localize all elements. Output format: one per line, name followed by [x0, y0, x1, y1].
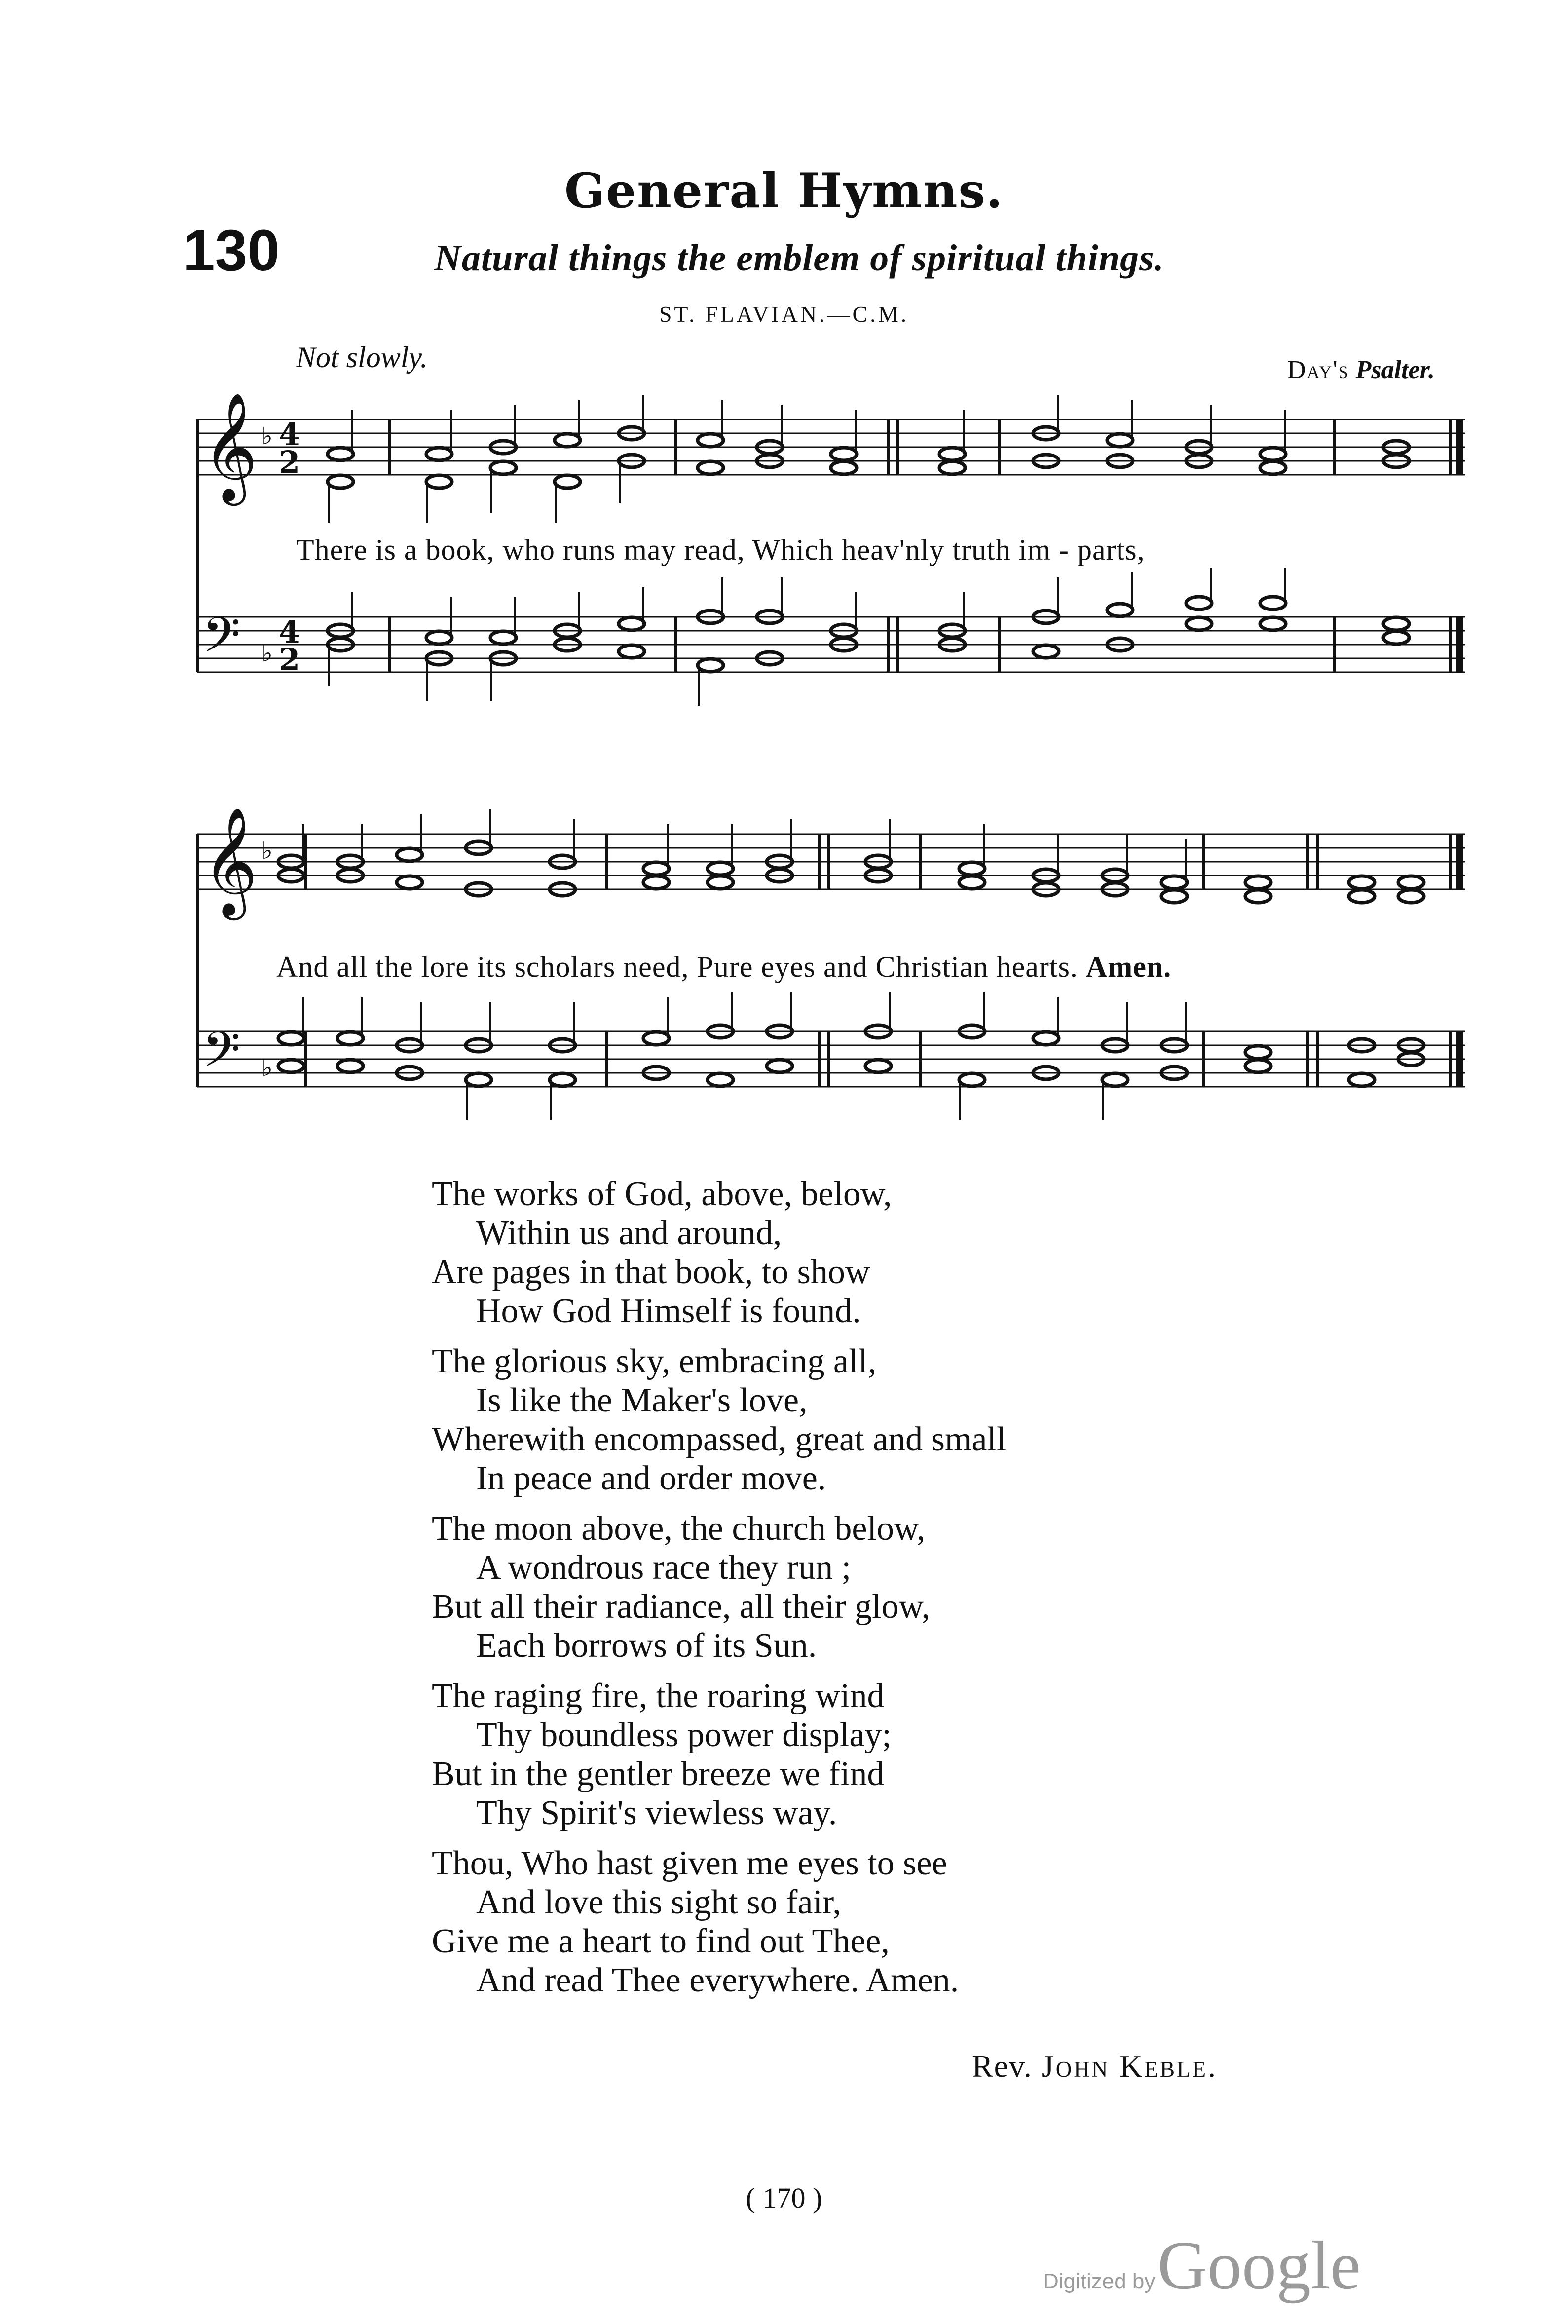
verse-line: The moon above, the church below,	[432, 1510, 926, 1548]
hymn-verses	[432, 1175, 1006, 2011]
verse-line: Give me a heart to find out Thee,	[432, 1922, 890, 1960]
verse-line: Within us and around,	[476, 1214, 782, 1252]
stanza-6	[432, 1844, 1006, 2000]
source-prefix: Day's	[1287, 356, 1349, 384]
svg-text:𝄞: 𝄞	[202, 806, 258, 915]
verse-line: Each borrows of its Sun.	[476, 1627, 817, 1665]
verse-line: The glorious sky, embracing all,	[432, 1342, 877, 1380]
hymn-number: 130	[183, 218, 280, 283]
stanza-5	[432, 1676, 1006, 1832]
svg-text:4: 4	[279, 614, 300, 650]
author-prefix: Rev.	[971, 2049, 1033, 2084]
verse-line: In peace and order move.	[476, 1459, 826, 1497]
verse-line: But in the gentler breeze we find	[432, 1755, 885, 1793]
tempo-marking: Not slowly.	[296, 341, 428, 374]
author-attribution	[972, 2048, 1218, 2085]
verse-line: Thy boundless power display;	[476, 1716, 892, 1754]
svg-text:2: 2	[279, 444, 300, 480]
verse-line: But all their radiance, all their glow,	[432, 1588, 931, 1626]
source-title: Psalter.	[1355, 356, 1435, 384]
svg-text:𝄢: 𝄢	[202, 607, 241, 676]
verse-line: Thou, Who hast given me eyes to see	[432, 1844, 947, 1882]
verse-line: And love this sight so fair,	[476, 1883, 841, 1921]
verse-line: Wherewith encompassed, great and small	[432, 1420, 1007, 1458]
watermark-digitized-by: Digitized by	[1043, 2269, 1156, 2293]
lyrics-line-1: There is a book, who runs may read, Which heav'nly truth im - parts,	[296, 533, 1145, 566]
amen-label: Amen.	[1085, 951, 1172, 983]
stanza-3	[432, 1342, 1006, 1498]
stanza-2	[432, 1175, 1006, 1331]
svg-text:4: 4	[279, 417, 300, 453]
verse-line: How God Himself is found.	[476, 1292, 861, 1330]
stanza-4	[432, 1509, 1006, 1665]
author-name: John Keble.	[1041, 2049, 1218, 2084]
verse-line: And read Thee everywhere. Amen.	[476, 1961, 959, 1999]
verse-line: Thy Spirit's viewless way.	[476, 1794, 837, 1832]
svg-text:𝄢: 𝄢	[202, 1022, 241, 1090]
watermark-google: Google	[1157, 2227, 1361, 2304]
verse-line: Are pages in that book, to show	[432, 1253, 870, 1291]
page-number: ( 170 )	[746, 2182, 822, 2214]
google-watermark	[1043, 2226, 1361, 2305]
tune-name: ST. FLAVIAN.—C.M.	[659, 302, 909, 327]
hymn-subtitle: Natural things the emblem of spiritual things.	[434, 237, 1164, 279]
verse-line: A wondrous race they run ;	[476, 1549, 852, 1587]
section-title: General Hymns.	[564, 163, 1004, 219]
svg-text:2: 2	[279, 642, 300, 678]
svg-text:𝄞: 𝄞	[202, 392, 258, 501]
verse-line: The raging fire, the roaring wind	[432, 1677, 885, 1715]
svg-text:♭: ♭	[261, 641, 273, 667]
verse-line: The works of God, above, below,	[432, 1175, 892, 1213]
verse-line: Is like the Maker's love,	[476, 1381, 808, 1419]
svg-text:♭: ♭	[261, 423, 273, 450]
lyrics-line-2-text: And all the lore its scholars need, Pure eyes and Christian hearts.	[276, 951, 1078, 983]
svg-text:♭: ♭	[261, 1055, 273, 1081]
lyrics-line-2	[276, 950, 1171, 984]
svg-text:♭: ♭	[261, 838, 273, 864]
